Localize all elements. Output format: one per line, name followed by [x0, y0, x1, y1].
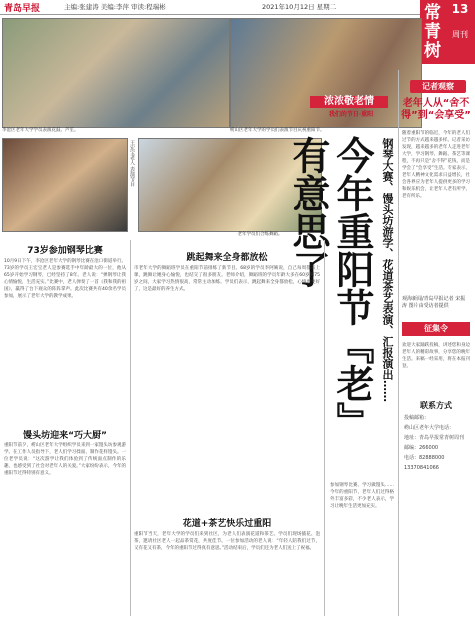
article-text-tea: 重阳节当天，老年大学的学员们来到社区，为老人们表演花道和茶艺。学员们现场插花、泡茶，邀请社区老人一起品茶赏花，共度佳节。一位参加活动的老人说：“年轻人陪我们过节，又有花又有茶，今年的重阳节过得真有意思。”活动结束后，学员们还为老人们送上了祝福。: [134, 532, 320, 551]
article-text-bun: 重阳节前夕，崂山区老年大学组织学员来到一家馒头坊参观游学。在工作人员指导下，老人们学习揉面、制作花样馒头。一位老学员说：“这次游学让我们体验到了传统面点制作的乐趣，也感受到了社会对老年人的关爱。”大家纷纷表示，今年的重阳节过得特别有意义。: [4, 443, 126, 476]
main-title: 今年重阳节『老』有意思了: [286, 136, 375, 440]
issue-number: 13: [451, 2, 469, 16]
vertical-photo-caption: 王宏宝老人 表演节目: [129, 140, 135, 187]
masthead-title: 常青树: [424, 3, 441, 61]
reporter-note: 观海新闻/青岛早报记者 宋振涛 图片由受访者提供: [402, 296, 466, 309]
photo-left: [2, 18, 230, 128]
main-subtitle: 钢琴大赛、馒头坊游学、花道茶艺表演、汇报演出……: [381, 138, 394, 402]
column-divider-2: [324, 240, 325, 616]
observation-title: 老年人从“舍不得”到“会享受”: [401, 98, 471, 121]
submission-header: 征集令: [402, 322, 470, 336]
article-title-piano: 73岁参加钢琴比赛: [27, 246, 103, 256]
contact-line: 邮编：266000: [404, 445, 439, 451]
issue-date: 2021年10月12日 星期二: [262, 3, 337, 11]
article-title-tea: 花道+茶艺快乐过重阳: [182, 519, 272, 529]
masthead-period: 周刊: [452, 30, 468, 39]
photo-piano: [2, 138, 128, 232]
article-title-bun: 馒头坊迎来“巧大厨”: [23, 431, 107, 441]
festival-banner: 浓浓敬老情: [310, 96, 388, 108]
contact-line: 13370841066: [404, 465, 439, 471]
intro-text: 参加钢琴比赛、学习做馒头……今年的重阳节，老年人们过得格外丰富多彩，不少老人表示，学习让晚年生活更加充实。: [330, 483, 394, 509]
article-text-dance: 市老年大学的舞蹈班学员在重阳节前排练了新节目。68岁的学员李阿姨说，自己每周都来上课，跳舞让她身心愉悦，也结交了很多朋友。老师介绍，舞蹈班的学员年龄大多在60岁到75岁之间，大家学习热情很高，常常主动加练。学员们表示，跳起舞来全身都放松，心情也变好了，这是最好的养生方式。: [134, 266, 320, 292]
contact-line: 崂山区老年大学电话：: [404, 425, 455, 431]
right-column-divider: [398, 70, 399, 616]
observation-text: 随着重阳节的临近，今年的老人们过节的方式越来越多样。记者采访发现，越来越多的老年人走进老年大学，学习钢琴、舞蹈、茶艺等课程，不再只是“舍不得”花钱，而是学会了“会享受”生活。专家表示，老年人精神文化需求日益增长，社会各界应为老年人提供更多的学习和娱乐机会，让老年人老有所学、老有所乐。: [402, 131, 470, 199]
contact-line: 电话：82888000: [404, 455, 445, 461]
column-divider: [130, 240, 131, 616]
photo-left-caption: 李沧区老年大学学员表演花鼓、芦笙。: [2, 128, 79, 133]
contact-header: 联系方式: [420, 401, 452, 410]
photo-right-caption: 崂山区老年大学的学员们表演节目庆祝重阳节。: [230, 128, 325, 133]
observation-tag: 记者观察: [410, 80, 466, 93]
submission-text: 欢迎大家踊跃投稿，讲述您和身边老年人的精彩故事，分享您的晚年生活。来稿一经采用，将在本报刊登。: [402, 343, 470, 369]
photo-dance-caption: 老年学员们合练舞蹈。: [237, 232, 283, 237]
contact-line: 地址：青岛早报常青树周刊: [404, 435, 465, 441]
festival-sub-banner: 我们的节日·重阳: [328, 111, 374, 118]
editor-credits: 主编:张建涛 美编:李萍 审读:程瑞彬: [64, 3, 166, 11]
page-header: [0, 0, 420, 15]
contact-line: 投稿邮箱：: [404, 415, 430, 421]
article-text-piano: 10月9日下午，李沧区老年大学的钢琴比赛在沧口街道举行。73岁的学员王宏宝老人是参赛选手中年龄最大的一位，他从65岁开始学习钢琴，已经坚持了8年。老人说：“弹钢琴让我心情愉悦，生活充实。”比赛中，老人弹奏了一首《我和我的祖国》，赢得了台下观众的阵阵掌声。此次比赛共有40余名学员参加，展示了老年大学的教学成果。: [4, 259, 126, 299]
newspaper-logo: 青岛早报: [4, 4, 41, 14]
article-title-dance: 跳起舞来全身都放松: [186, 253, 268, 263]
